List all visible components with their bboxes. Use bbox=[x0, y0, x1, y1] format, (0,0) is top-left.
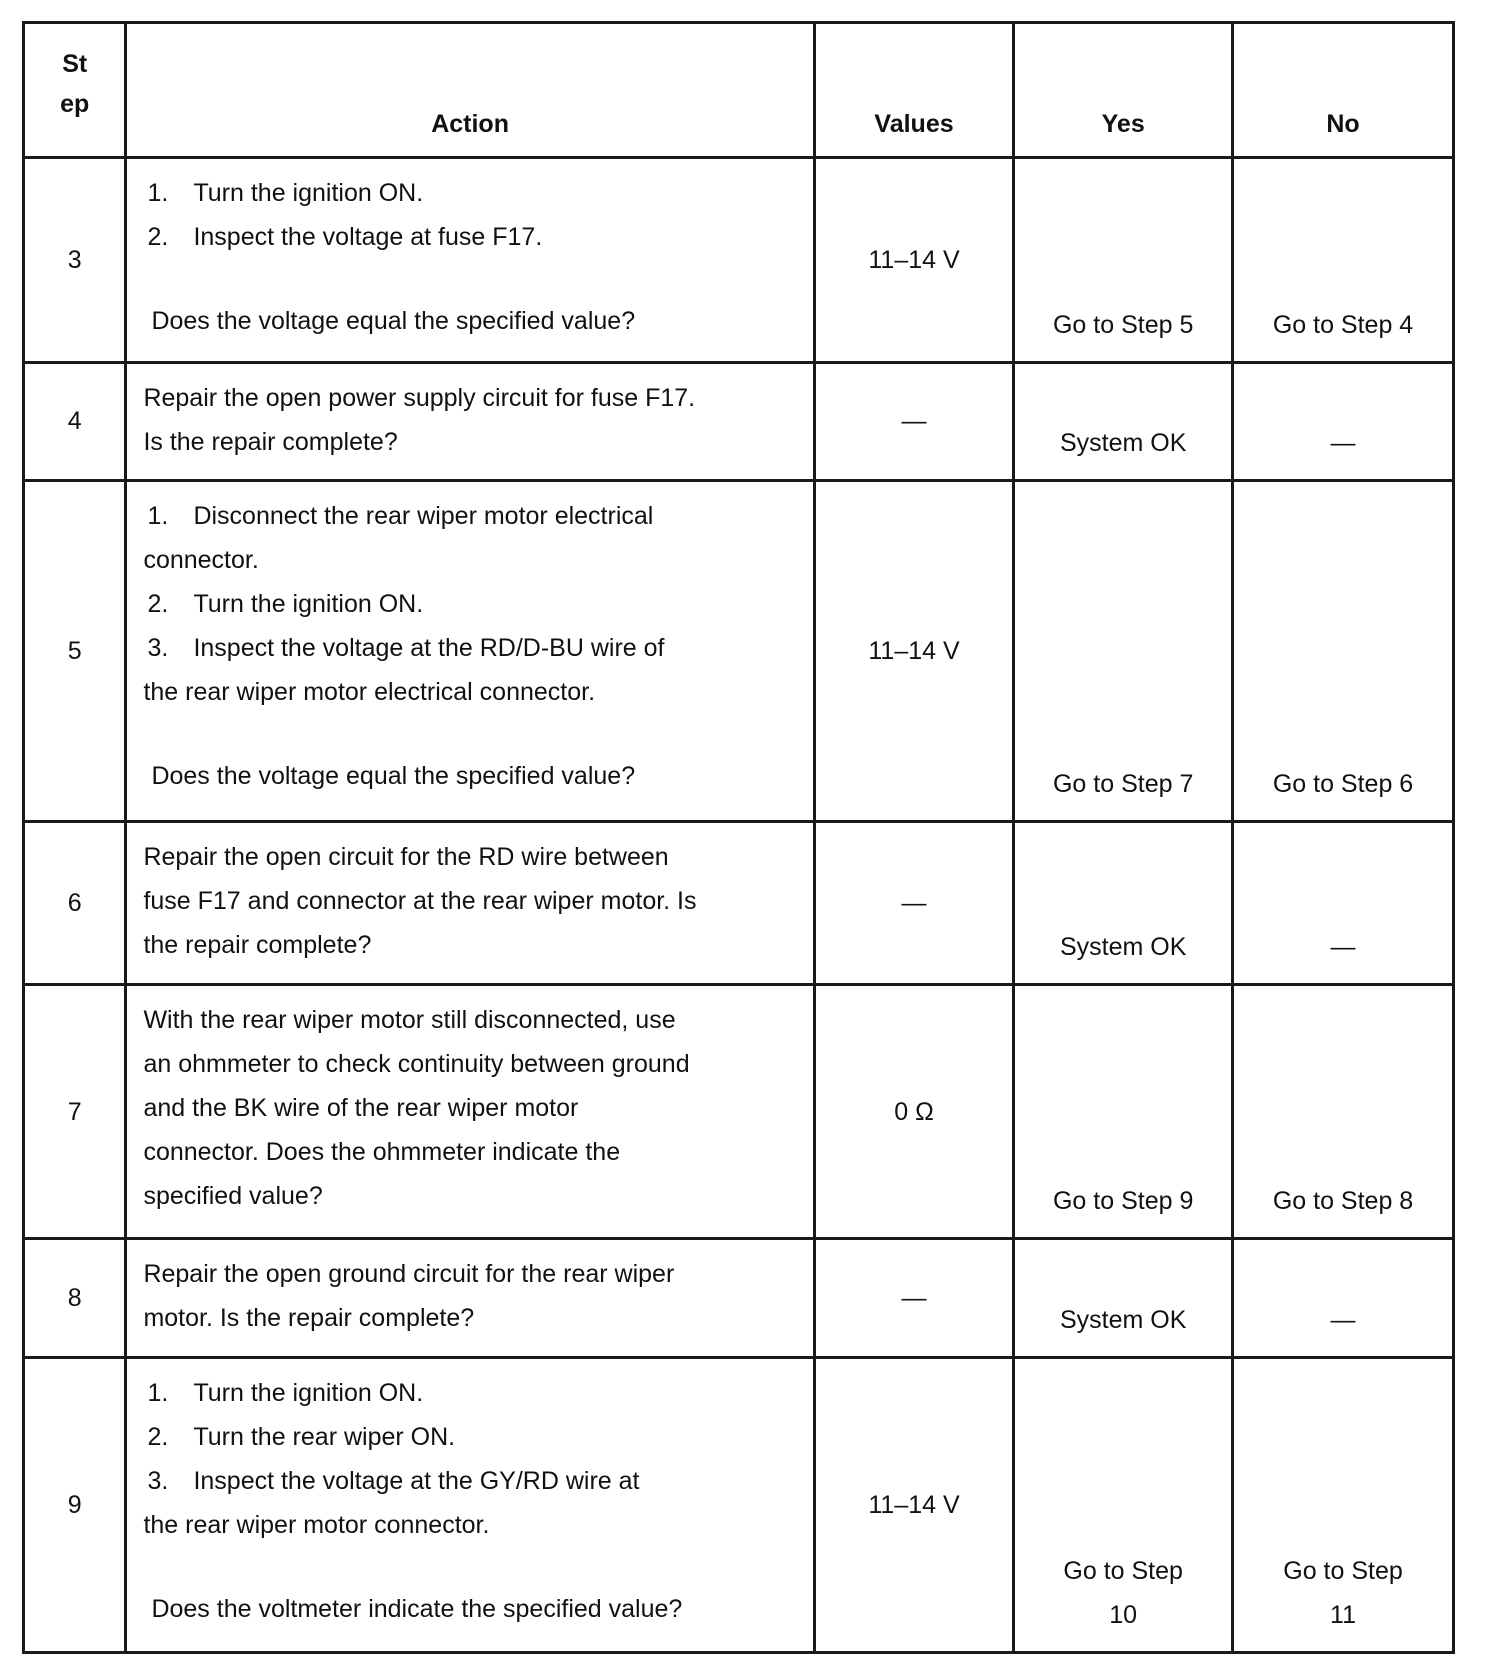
value-cell: 11–14 V bbox=[814, 1357, 1014, 1652]
yes-cell: Go to Step 9 bbox=[1014, 985, 1233, 1239]
no-cell: Go to Step 8 bbox=[1233, 985, 1454, 1239]
action-cell: With the rear wiper motor still disconnected, use an ohmmeter to check continuity between ground and the BK wire of the rear wiper motor connector. Does the ohmmeter indicate the specified value? bbox=[126, 985, 814, 1239]
step-number: 6 bbox=[24, 821, 126, 985]
action-cell: Repair the open power supply circuit for fuse F17. Is the repair complete? bbox=[126, 362, 814, 480]
no-cell: — bbox=[1233, 362, 1454, 480]
value-cell: — bbox=[814, 1239, 1014, 1357]
table-row bbox=[24, 158, 1454, 363]
no-cell: — bbox=[1233, 1239, 1454, 1357]
table-row bbox=[24, 1239, 1454, 1357]
value-cell: 11–14 V bbox=[814, 481, 1014, 822]
no-cell: — bbox=[1233, 821, 1454, 985]
header-action: Action bbox=[126, 23, 814, 158]
action-item: 1. Turn the ignition ON. bbox=[147, 1378, 424, 1407]
header-no: No bbox=[1233, 23, 1454, 158]
step-number: 4 bbox=[24, 362, 126, 480]
diagnostic-table bbox=[22, 21, 1455, 1654]
action-question: Does the voltage equal the specified value? bbox=[151, 762, 636, 791]
action-item: 1. Turn the ignition ON. bbox=[147, 179, 424, 207]
header-step: St ep bbox=[24, 23, 126, 158]
action-item: 2. Turn the ignition ON. bbox=[147, 590, 424, 619]
step-number: 8 bbox=[24, 1239, 126, 1357]
table-row bbox=[24, 985, 1454, 1239]
table-row bbox=[24, 1357, 1454, 1652]
yes-cell: Go to Step 10 bbox=[1014, 1357, 1233, 1652]
header-row bbox=[24, 23, 1454, 158]
step-number: 5 bbox=[24, 481, 126, 822]
table-row bbox=[24, 821, 1454, 985]
action-item: 2. Inspect the voltage at fuse F17. bbox=[147, 223, 543, 251]
value-cell: — bbox=[814, 362, 1014, 480]
header-yes: Yes bbox=[1014, 23, 1233, 158]
no-cell: Go to Step 11 bbox=[1233, 1357, 1454, 1652]
table-row bbox=[24, 362, 1454, 480]
action-item: 1. Disconnect the rear wiper motor electrical bbox=[147, 502, 654, 531]
action-cell: Repair the open ground circuit for the rear wiper motor. Is the repair complete? bbox=[126, 1239, 814, 1357]
action-item: 3. Inspect the voltage at the GY/RD wire at bbox=[147, 1466, 640, 1495]
value-cell: 11–14 V bbox=[814, 158, 1014, 363]
action-cell: Repair the open circuit for the RD wire between fuse F17 and connector at the rear wiper motor. Is the repair complete? bbox=[126, 821, 814, 985]
yes-cell: System OK bbox=[1014, 821, 1233, 985]
step-number: 3 bbox=[24, 158, 126, 363]
action-question: Does the voltage equal the specified value? bbox=[151, 307, 636, 335]
yes-cell: System OK bbox=[1014, 362, 1233, 480]
action-cell: 1. Turn the ignition ON. 2. Turn the rear wiper ON. 3. Inspect the voltage at the GY/RD wire at the rear wiper motor connector. Does the voltmeter indicate the specified value? bbox=[126, 1357, 814, 1652]
yes-cell: Go to Step 5 bbox=[1014, 158, 1233, 363]
action-cell bbox=[126, 158, 814, 363]
action-item: 2. Turn the rear wiper ON. bbox=[147, 1422, 456, 1451]
action-question: Does the voltmeter indicate the specified value? bbox=[151, 1594, 683, 1623]
no-cell: Go to Step 6 bbox=[1233, 481, 1454, 822]
value-cell: 0 Ω bbox=[814, 985, 1014, 1239]
table-row bbox=[24, 481, 1454, 822]
action-item: 3. Inspect the voltage at the RD/D-BU wire of bbox=[147, 634, 665, 663]
yes-cell: System OK bbox=[1014, 1239, 1233, 1357]
no-cell: Go to Step 4 bbox=[1233, 158, 1454, 363]
step-number: 9 bbox=[24, 1357, 126, 1652]
yes-cell: Go to Step 7 bbox=[1014, 481, 1233, 822]
header-values: Values bbox=[814, 23, 1014, 158]
step-number: 7 bbox=[24, 985, 126, 1239]
value-cell: — bbox=[814, 821, 1014, 985]
action-cell: 1. Disconnect the rear wiper motor electrical connector. 2. Turn the ignition ON. 3. Inspect the voltage at the RD/D-BU wire of the rear wiper motor electrical connector. Does the voltage equal the specified value? bbox=[126, 481, 814, 822]
